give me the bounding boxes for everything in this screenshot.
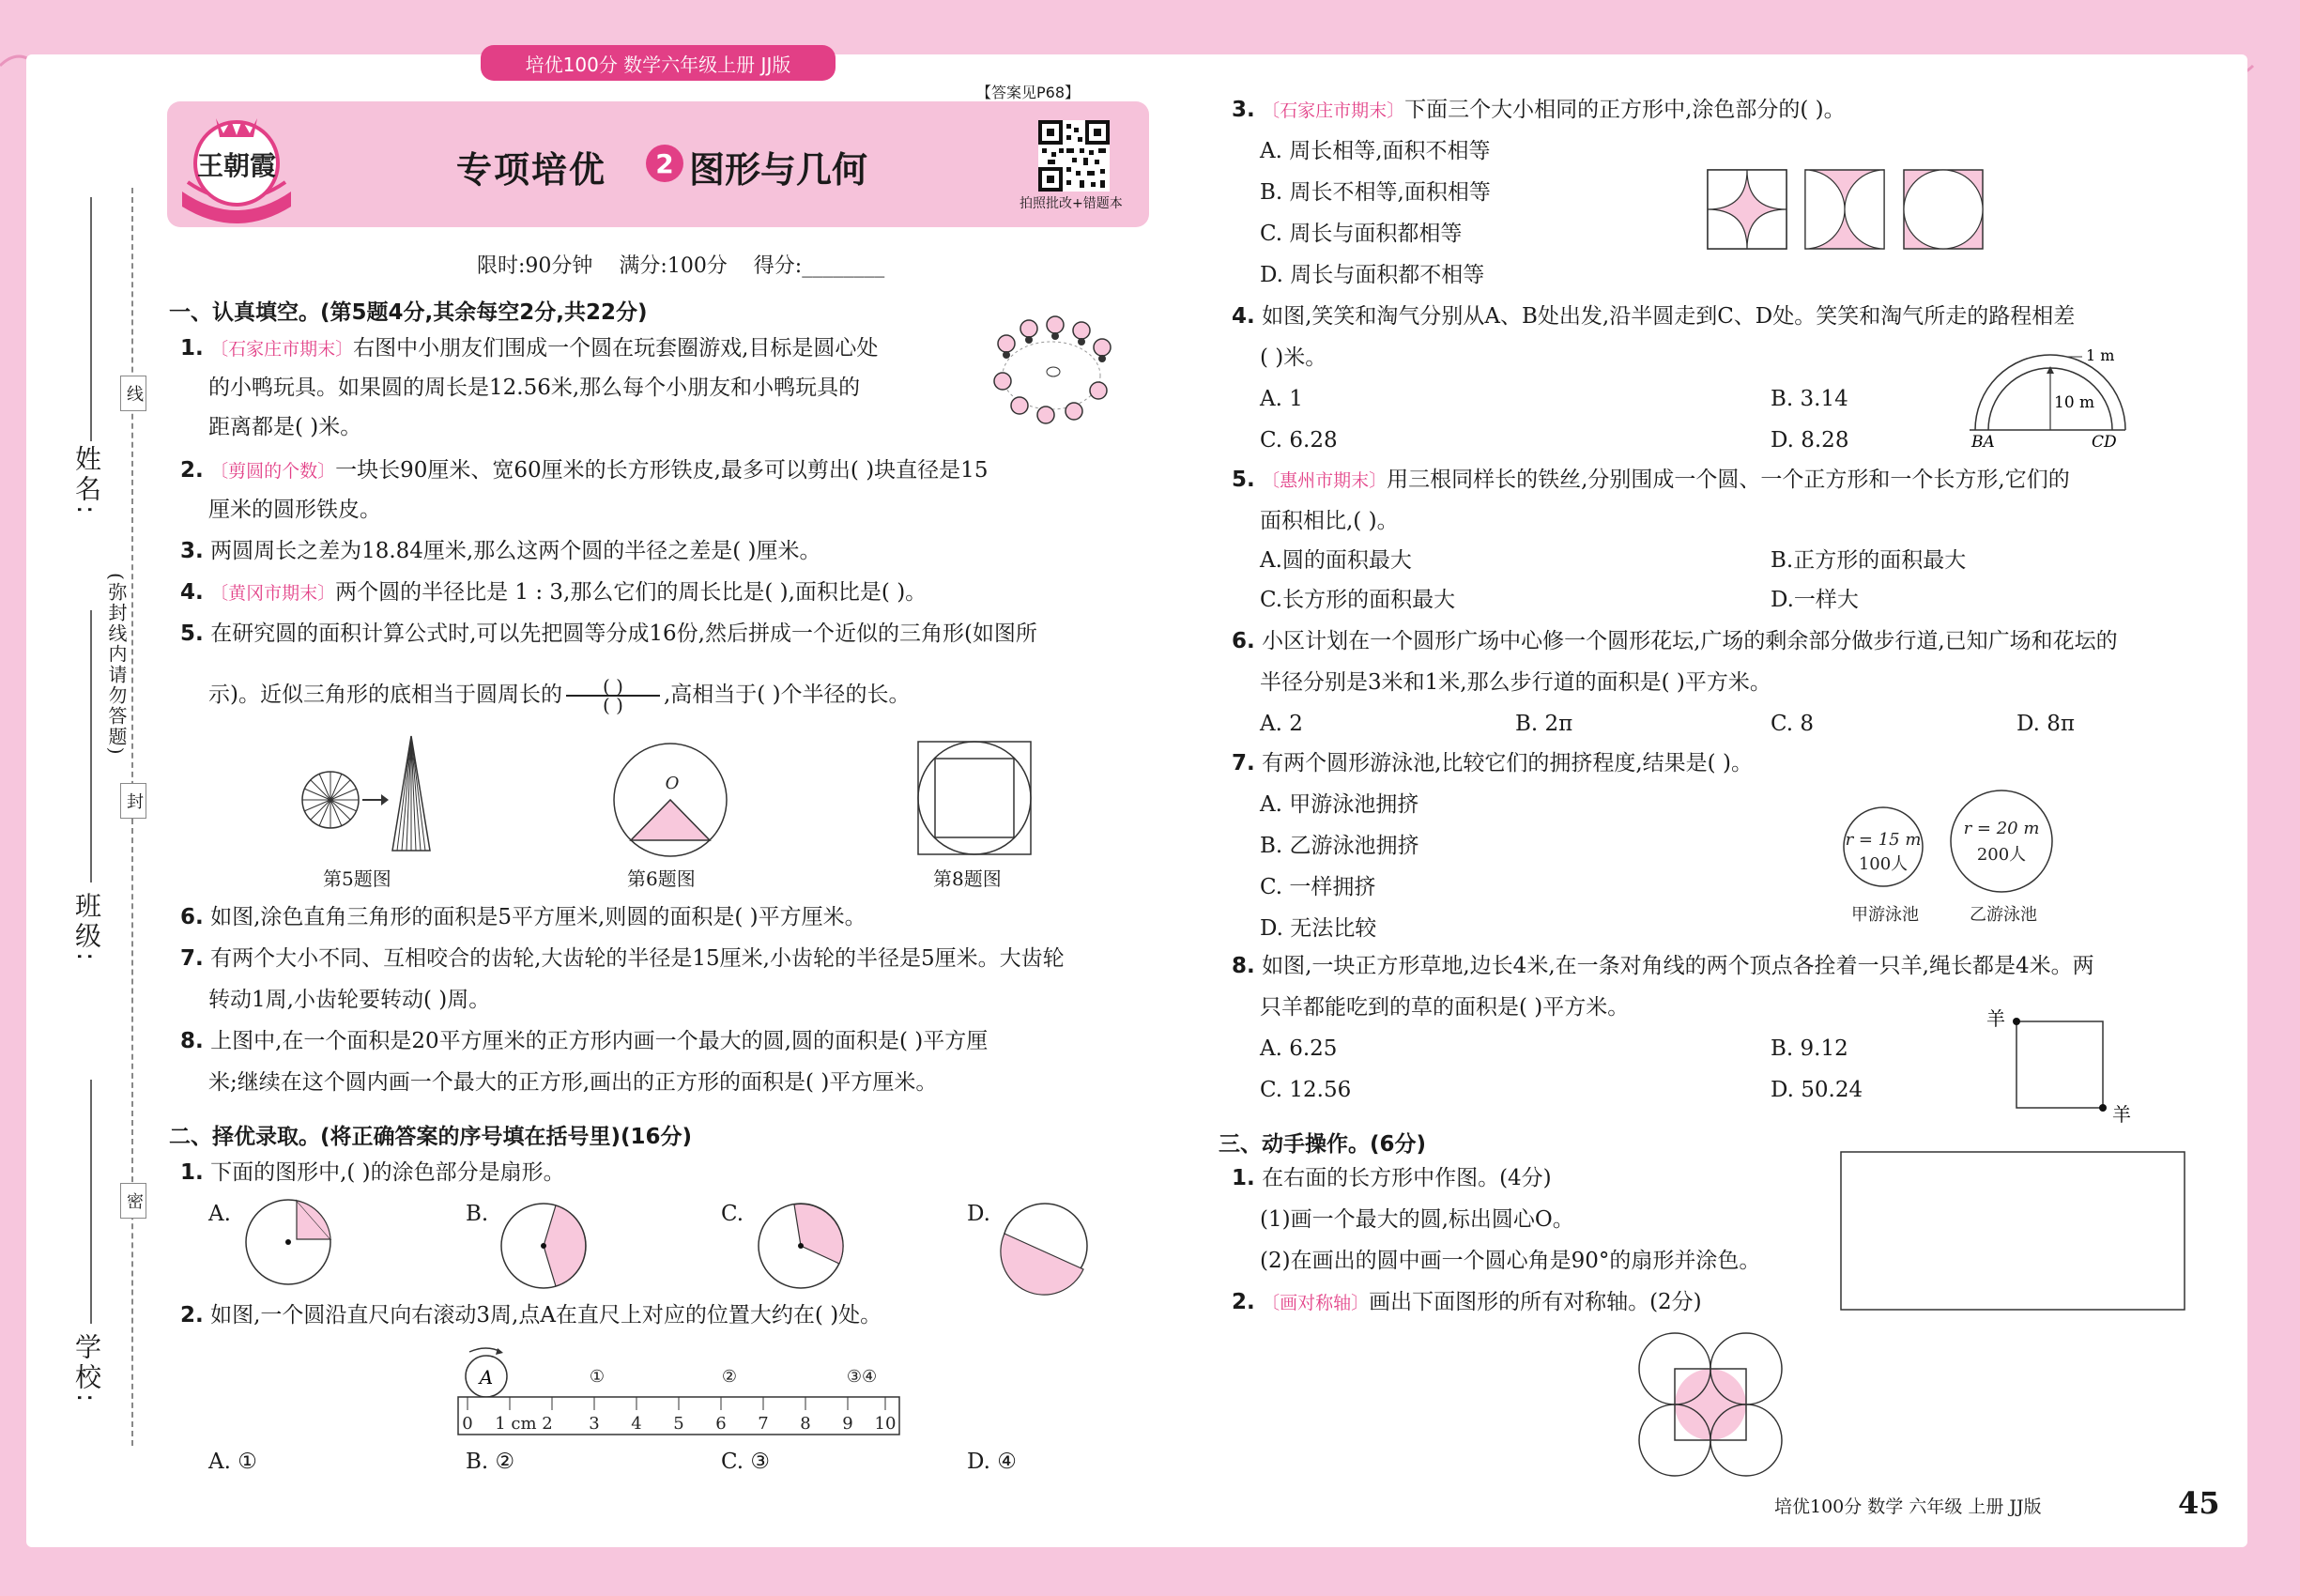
s3-q1-step2: (2)在画出的圆中画一个圆心角是90°的扇形并涂色。 — [1260, 1249, 1761, 1273]
s2-q2[interactable]: 2. 如图,一个圆沿直尺向右滚动3周,点A在直尺上对应的位置大约在( )处。 — [180, 1303, 882, 1327]
ruler-4: 4 — [631, 1414, 642, 1434]
ruler-10: 10 — [874, 1414, 897, 1434]
s1-q2-line1[interactable]: 2. 〔剪圆的个数〕一块长90厘米、宽60厘米的长方形铁皮,最多可以剪出( )块直径是15 — [180, 458, 989, 483]
s1-q5-line1: 5. 在研究圆的面积计算公式时,可以先把圆等分成16份,然后拼成一个近似的三角形(如图所 — [180, 622, 1037, 646]
question-number: 1. — [180, 336, 204, 361]
s2-q4-option-d[interactable]: D. 8.28 — [1771, 428, 1849, 453]
exam-meta — [477, 250, 884, 279]
s2-q5-line2[interactable]: 面积相比,( )。 — [1260, 509, 1399, 533]
s2-q8-line2[interactable]: 只羊都能吃到的草的面积是( )平方米。 — [1260, 995, 1630, 1020]
fig6-center-label: O — [665, 774, 680, 793]
pool-a-radius: r = 15 m — [1845, 830, 1922, 850]
s2-q1-figure-c — [757, 1202, 845, 1290]
s2-q8-line1: 8. 如图,一块正方形草地,边长4米,在一条对角线的两个顶点各拴着一只羊,绳长都是4米。两 — [1232, 954, 2094, 978]
s2-q6-option-a[interactable]: A. 2 — [1260, 712, 1303, 736]
s2-q6-line1: 6. 小区计划在一个圆形广场中心修一个圆形花坛,广场的剩余部分做步行道,已知广场和花坛的 — [1232, 629, 2118, 653]
s2-q6-line2[interactable]: 半径分别是3米和1米,那么步行道的面积是( )平方米。 — [1260, 670, 1771, 695]
section3-title: 三、动手操作。(6分) — [1219, 1132, 1427, 1157]
class-label: 班级: — [71, 892, 102, 965]
footer: 培优100分 数学 六年级 上册 JJ版 — [1774, 1496, 2042, 1517]
s2-q4-line2[interactable]: ( )米。 — [1260, 345, 1327, 370]
s2-q8-option-d[interactable]: D. 50.24 — [1771, 1078, 1863, 1102]
ruler-6: 6 — [715, 1414, 727, 1434]
school-line — [90, 1080, 92, 1324]
s2-q7-option-d[interactable]: D. 无法比较 — [1260, 916, 1377, 941]
question-tag: 〔石家庄市期末〕 — [210, 339, 354, 360]
answer-reference: 【答案见P68】 — [976, 84, 1081, 101]
banner-title: 专项培优 — [456, 149, 607, 191]
logo-text: 王朝霞 — [196, 150, 277, 181]
drawing-rectangle[interactable] — [1840, 1151, 2187, 1312]
sheep-label-1: 羊 — [1986, 1007, 2005, 1030]
seal-mark-seal: 封 — [120, 783, 146, 819]
fig5-circle-to-triangle — [299, 732, 439, 854]
s2-q6-option-b[interactable]: B. 2π — [1515, 712, 1573, 736]
ruler-mark-2: ② — [721, 1367, 738, 1387]
s2-q1-figure-a — [244, 1198, 332, 1286]
ruler-5: 5 — [673, 1414, 684, 1434]
s2-q5-option-c[interactable]: C.长方形的面积最大 — [1260, 588, 1456, 612]
s2-q5-option-b[interactable]: B.正方形的面积最大 — [1771, 548, 1967, 573]
s3-q2: 2. 〔画对称轴〕画出下面图形的所有对称轴。(2分) — [1232, 1290, 1702, 1314]
s2-q2-option-b[interactable]: B. ② — [466, 1450, 515, 1474]
score-field[interactable]: 得分:________ — [753, 254, 885, 278]
ruler-8: 8 — [800, 1414, 811, 1434]
pool-b-radius: r = 20 m — [1963, 819, 2040, 838]
s2-q3[interactable]: 3. 〔石家庄市期末〕下面三个大小相同的正方形中,涂色部分的( )。 — [1232, 98, 1846, 122]
s2-q4-option-c[interactable]: C. 6.28 — [1260, 428, 1338, 453]
ruler-3: 3 — [589, 1414, 600, 1434]
semicircle-path-figure — [1966, 344, 2125, 452]
s1-q1-line3[interactable]: 距离都是( )米。 — [208, 415, 362, 439]
s2-q5-line1: 5. 〔惠州市期末〕用三根同样长的铁丝,分别围成一个圆、一个正方形和一个长方形,它们的 — [1232, 468, 2070, 492]
section2-title: 二、择优录取。(将正确答案的序号填在括号里)(16分) — [169, 1125, 693, 1149]
s1-q8-line2[interactable]: 米;继续在这个圆内画一个最大的正方形,画出的正方形的面积是( )平方厘米。 — [208, 1070, 938, 1095]
pool-b-people: 200人 — [1976, 845, 2027, 865]
s2-q7-option-b[interactable]: B. 乙游泳池拥挤 — [1260, 834, 1419, 858]
s1-q4[interactable]: 4. 〔黄冈市期末〕两个圆的半径比是 1 : 3,那么它们的周长比是( ),面积比是( )。 — [180, 580, 928, 605]
s2-q1-option-c[interactable]: C. — [721, 1202, 744, 1226]
s2-q7-option-c[interactable]: C. 一样拥挤 — [1260, 875, 1376, 899]
rolling-circle-ruler — [458, 1344, 899, 1435]
qr-caption: 拍照批改+错题本 — [1020, 196, 1123, 211]
seal-note: (弥封线内请勿答题) — [105, 573, 128, 757]
two-pools-figure — [1836, 787, 2052, 928]
s1-q1-line1: 1. 〔石家庄市期末〕右图中小朋友们围成一个圆在玩套圈游戏,目标是圆心处 — [180, 336, 879, 361]
s2-q4-option-a[interactable]: A. 1 — [1260, 387, 1303, 411]
s2-q1-option-b[interactable]: B. — [466, 1202, 489, 1226]
time-limit: 限时:90分钟 — [477, 254, 593, 278]
s2-q3-option-d[interactable]: D. 周长与面积都不相等 — [1260, 263, 1485, 287]
s2-q5-option-d[interactable]: D.一样大 — [1771, 588, 1859, 612]
fig4-label-cd: CD — [2092, 433, 2117, 452]
seal-mark-line: 线 — [120, 376, 146, 411]
s2-q2-option-a[interactable]: A. ① — [208, 1450, 257, 1474]
s2-q3-option-c[interactable]: C. 周长与面积都相等 — [1260, 222, 1463, 246]
s1-q7-line2[interactable]: 转动1周,小齿轮要转动( )周。 — [208, 988, 491, 1012]
s2-q7-option-a[interactable]: A. 甲游泳池拥挤 — [1260, 792, 1419, 817]
fig6-circle-triangle — [612, 742, 728, 858]
header-tab: 培优100分 数学六年级上册 JJ版 — [481, 45, 836, 81]
section1-title: 一、认真填空。(第5题4分,其余每空2分,共22分) — [169, 300, 648, 325]
s1-q2-line2: 厘米的圆形铁皮。 — [208, 498, 381, 522]
name-label: 姓名: — [71, 445, 102, 518]
banner-number-badge: 2 — [646, 145, 683, 182]
ruler-0: 0 — [462, 1414, 473, 1434]
pool-a-people: 100人 — [1858, 854, 1909, 874]
fig8-caption: 第8题图 — [933, 867, 1002, 890]
fig4-label-10m: 10 m — [2054, 393, 2095, 412]
s2-q1-figure-d — [1001, 1202, 1089, 1290]
sheep-label-2: 羊 — [2112, 1103, 2131, 1126]
sheep-square-figure — [1983, 1003, 2142, 1125]
s1-q8-line1[interactable]: 8. 上图中,在一个面积是20平方厘米的正方形内画一个最大的圆,圆的面积是( )平方厘 — [180, 1029, 989, 1053]
s1-q6[interactable]: 6. 如图,涂色直角三角形的面积是5平方厘米,则圆的面积是( )平方厘米。 — [180, 905, 866, 929]
s3-q1: 1. 在右面的长方形中作图。(4分) — [1232, 1166, 1552, 1190]
s2-q1-option-a[interactable]: A. — [208, 1202, 231, 1226]
fig6-caption: 第6题图 — [627, 867, 696, 890]
point-a-label: A — [479, 1366, 494, 1389]
s1-q1-line2: 的小鸭玩具。如果圆的周长是12.56米,那么每个小朋友和小鸭玩具的 — [208, 376, 861, 400]
brand-logo — [173, 107, 300, 227]
fraction-blank[interactable]: $\frac{( )}{( )}$ — [566, 678, 660, 714]
four-circles-symmetry-figure[interactable] — [1633, 1327, 1787, 1481]
ruler-9: 9 — [842, 1414, 853, 1434]
ruler-mark-34: ③④ — [846, 1367, 878, 1387]
s2-q1[interactable]: 1. 下面的图形中,( )的涂色部分是扇形。 — [180, 1160, 565, 1185]
full-score: 满分:100分 — [619, 254, 728, 278]
ruler-mark-1: ① — [589, 1367, 606, 1387]
three-squares-figure — [1707, 169, 1985, 250]
ruler-7: 7 — [758, 1414, 769, 1434]
s2-q8-option-c[interactable]: C. 12.56 — [1260, 1078, 1352, 1102]
name-line — [90, 197, 92, 441]
page-number: 45 — [2178, 1485, 2220, 1521]
ruler-1-2: 1 cm 2 — [495, 1414, 553, 1434]
s2-q6-option-c[interactable]: C. 8 — [1771, 712, 1815, 736]
pool-a-name: 甲游泳池 — [1851, 905, 1919, 925]
banner-subtitle: 图形与几何 — [689, 149, 868, 191]
fig4-label-1m: 1 m — [2086, 346, 2115, 364]
school-label: 学校: — [71, 1333, 102, 1406]
fig4-label-ba: BA — [1971, 433, 1995, 452]
s2-q4-option-b[interactable]: B. 3.14 — [1771, 387, 1848, 411]
qr-code-icon[interactable] — [1038, 120, 1110, 192]
children-circle-illustration — [986, 315, 1117, 424]
s2-q2-option-d[interactable]: D. ④ — [967, 1450, 1017, 1474]
s2-q6-option-d[interactable]: D. 8π — [2016, 712, 2075, 736]
s2-q8-option-a[interactable]: A. 6.25 — [1260, 1036, 1338, 1061]
s2-q3-option-a[interactable]: A. 周长相等,面积不相等 — [1260, 139, 1491, 163]
s2-q5-option-a[interactable]: A.圆的面积最大 — [1260, 548, 1412, 573]
s2-q3-option-b[interactable]: B. 周长不相等,面积相等 — [1260, 180, 1491, 205]
s1-q5-line2[interactable]: 示)。近似三角形的底相当于圆周长的 $\frac{( )}{( )}$ ,高相当于( )个半径的长。 — [208, 675, 911, 716]
seal-mark-secret: 密 — [120, 1183, 146, 1219]
fig5-caption: 第5题图 — [323, 867, 391, 890]
s2-q4-line1: 4. 如图,笑笑和淘气分别从A、B处出发,沿半圆走到C、D处。笑笑和淘气所走的路程相差 — [1232, 304, 2076, 329]
class-line — [90, 610, 92, 882]
pool-b-name: 乙游泳池 — [1970, 905, 2037, 925]
fig8-square-circle-square — [916, 740, 1033, 856]
s1-q7-line1: 7. 有两个大小不同、互相咬合的齿轮,大齿轮的半径是15厘米,小齿轮的半径是5厘米。大齿轮 — [180, 946, 1065, 971]
s1-q3[interactable]: 3. 两圆周长之差为18.84厘米,那么这两个圆的半径之差是( )厘米。 — [180, 539, 821, 563]
s2-q1-figure-b — [499, 1202, 588, 1290]
s2-q7[interactable]: 7. 有两个圆形游泳池,比较它们的拥挤程度,结果是( )。 — [1232, 751, 1753, 775]
s3-q1-step1: (1)画一个最大的圆,标出圆心O。 — [1260, 1207, 1574, 1232]
s2-q2-option-c[interactable]: C. ③ — [721, 1450, 771, 1474]
s2-q8-option-b[interactable]: B. 9.12 — [1771, 1036, 1848, 1061]
s2-q1-option-d[interactable]: D. — [967, 1202, 990, 1226]
